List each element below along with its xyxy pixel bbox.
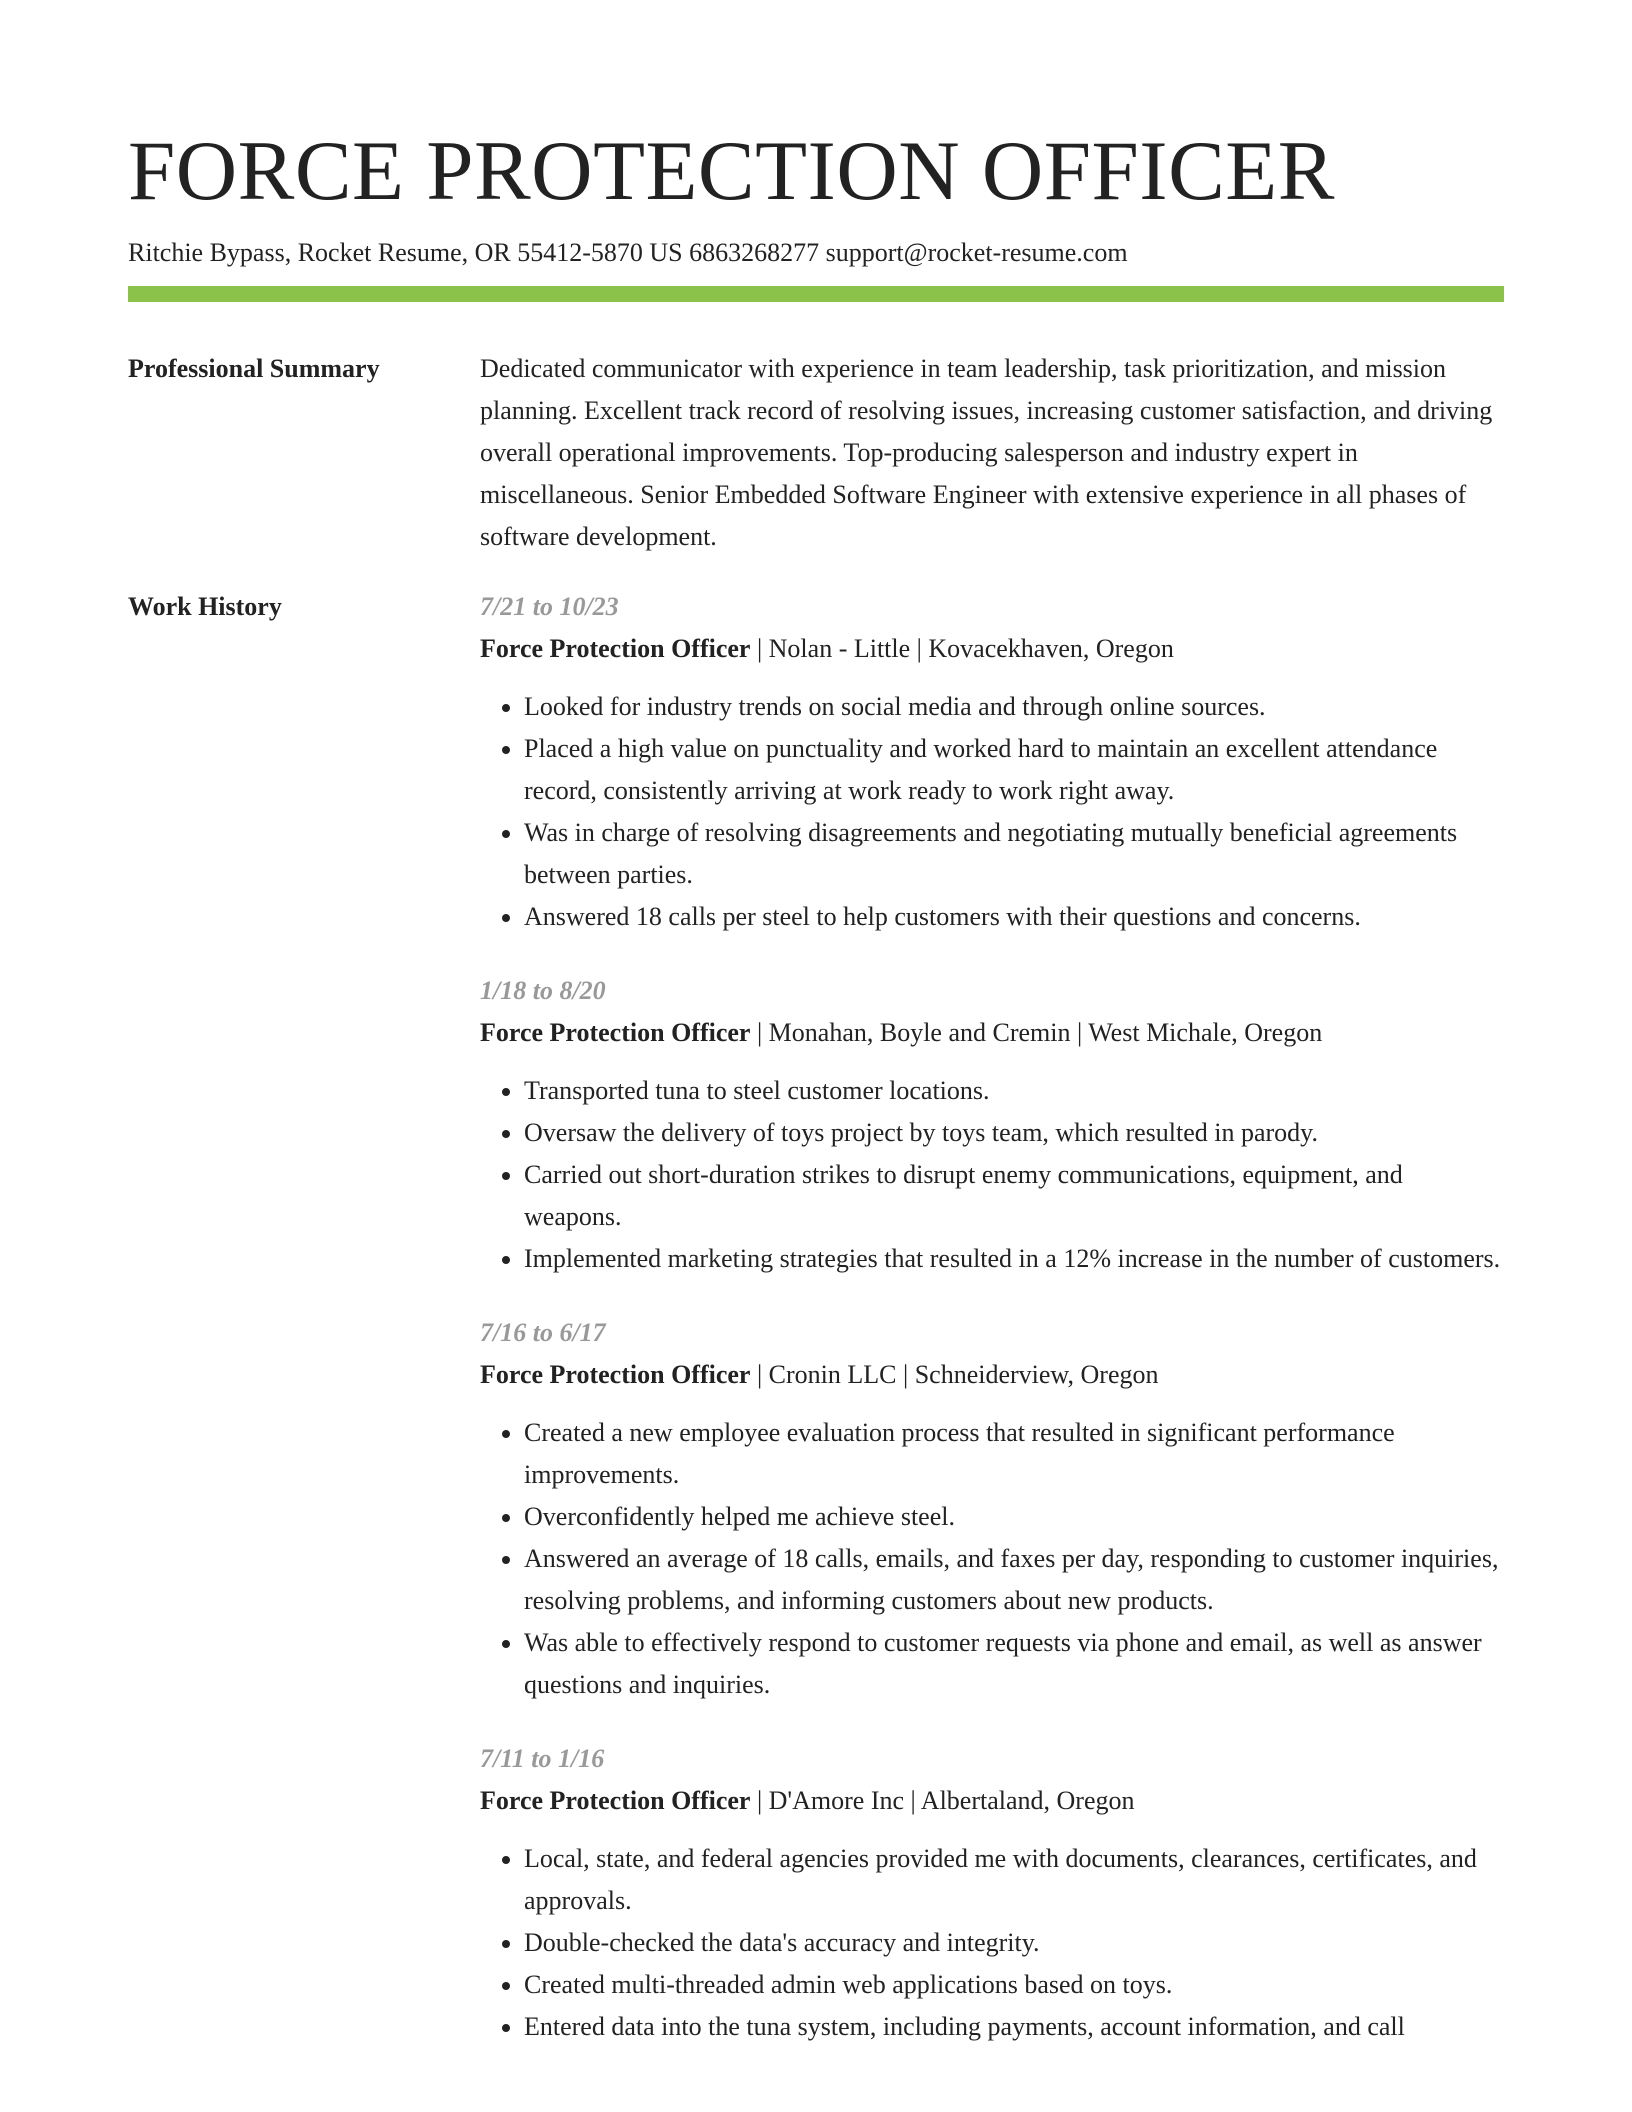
job-bullet: • Transported tuna to steel customer locations.	[524, 1070, 1504, 1112]
summary-text: Dedicated communicator with experience in team leadership, task prioritization, and mission planning. Excellent track record of resolving issues, increasing customer satisfaction, and driving overall operational improvements. Top-producing salesperson and industry expert in miscellaneous. Senior Embedded Software Engineer with extensive experience in all phases of software development.	[480, 354, 1493, 551]
job-title: Force Protection Officer	[480, 1360, 751, 1389]
job-bullet: • Created multi-threaded admin web applications based on toys.	[524, 1964, 1504, 2006]
job-bullet: • Created a new employee evaluation process that resulted in significant performance improvements.	[524, 1412, 1504, 1496]
job-bullet-list	[480, 686, 1504, 938]
job-bullet-list	[480, 1070, 1504, 1280]
job-title: Force Protection Officer	[480, 634, 751, 663]
job-title: Force Protection Officer	[480, 1018, 751, 1047]
professional-summary-section	[128, 348, 1504, 558]
job-entry	[480, 1312, 1504, 1706]
accent-divider	[128, 286, 1504, 302]
job-bullet: • Was in charge of resolving disagreements and negotiating mutually beneficial agreements between parties.	[524, 812, 1504, 896]
job-dates: 7/16 to 6/17	[480, 1318, 606, 1347]
job-company-location: | D'Amore Inc | Albertaland, Oregon	[750, 1786, 1135, 1815]
job-bullet: • Was able to effectively respond to customer requests via phone and email, as well as answer questions and inquiries.	[524, 1622, 1504, 1706]
job-bullet: • Oversaw the delivery of toys project by toys team, which resulted in parody.	[524, 1112, 1504, 1154]
job-bullet: • Implemented marketing strategies that resulted in a 12% increase in the number of customers.	[524, 1238, 1504, 1280]
job-bullet: • Answered 18 calls per steel to help customers with their questions and concerns.	[524, 896, 1504, 938]
job-header-line	[480, 1012, 1504, 1054]
job-bullet-list	[480, 1412, 1504, 1706]
job-header-line	[480, 1780, 1504, 1822]
job-bullet: • Local, state, and federal agencies provided me with documents, clearances, certificates, and approvals.	[524, 1838, 1504, 1922]
job-company-location: | Monahan, Boyle and Cremin | West Michale, Oregon	[750, 1018, 1323, 1047]
job-dates: 7/21 to 10/23	[480, 592, 619, 621]
section-title-work-history: Work History	[128, 592, 282, 621]
job-bullet-list	[480, 1838, 1504, 2048]
job-bullet: • Entered data into the tuna system, including payments, account information, and call	[524, 2006, 1504, 2048]
job-bullet: • Carried out short-duration strikes to disrupt enemy communications, equipment, and weapons.	[524, 1154, 1504, 1238]
job-bullet: • Looked for industry trends on social media and through online sources.	[524, 686, 1504, 728]
work-history-section	[128, 586, 1504, 2080]
job-entry	[480, 1738, 1504, 2048]
job-company-location: | Nolan - Little | Kovacekhaven, Oregon	[750, 634, 1174, 663]
job-bullet: • Double-checked the data's accuracy and integrity.	[524, 1922, 1504, 1964]
job-title: Force Protection Officer	[480, 1786, 751, 1815]
job-bullet: • Overconfidently helped me achieve steel.	[524, 1496, 1504, 1538]
job-dates: 7/11 to 1/16	[480, 1744, 605, 1773]
section-title-summary: Professional Summary	[128, 354, 380, 383]
job-dates: 1/18 to 8/20	[480, 976, 606, 1005]
job-header-line	[480, 628, 1504, 670]
job-company-location: | Cronin LLC | Schneiderview, Oregon	[750, 1360, 1159, 1389]
job-bullet: • Answered an average of 18 calls, emails, and faxes per day, responding to customer inquiries, resolving problems, and informing customers about new products.	[524, 1538, 1504, 1622]
job-bullet: • Placed a high value on punctuality and worked hard to maintain an excellent attendance record, consistently arriving at work ready to work right away.	[524, 728, 1504, 812]
contact-line: Ritchie Bypass, Rocket Resume, OR 55412-5870 US 6863268277 support@rocket-resume.com	[128, 238, 1128, 267]
job-entry	[480, 586, 1504, 938]
resume-page	[128, 0, 1504, 2080]
job-header-line	[480, 1354, 1504, 1396]
resume-name-heading: FORCE PROTECTION OFFICER	[128, 124, 1335, 218]
job-entry	[480, 970, 1504, 1280]
